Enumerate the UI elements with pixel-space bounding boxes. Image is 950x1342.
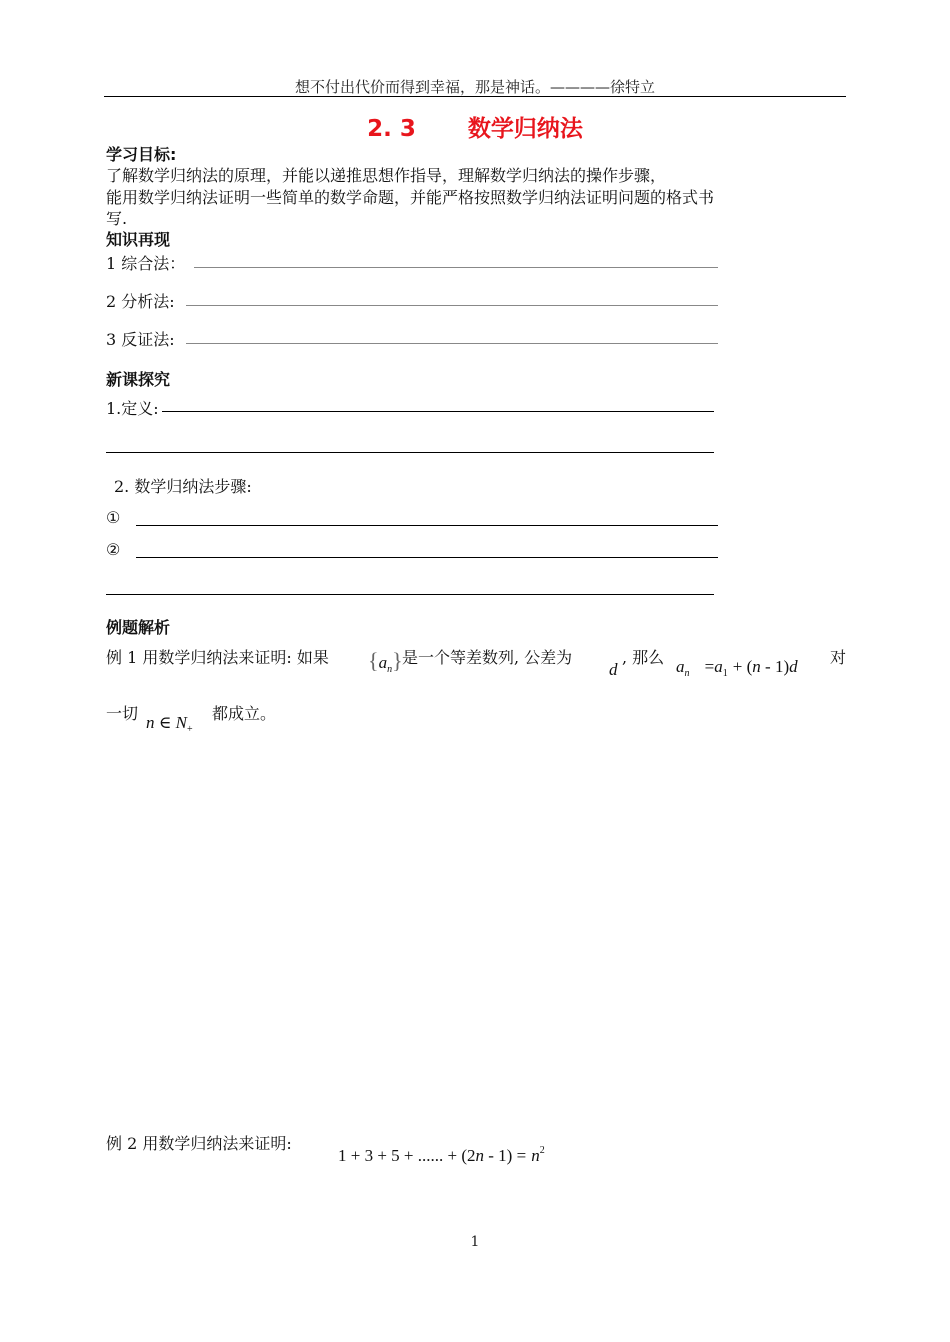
- blank-line-step-2: [136, 557, 718, 558]
- formula-an: a: [676, 657, 685, 676]
- examples-heading: 例题解析: [106, 618, 171, 637]
- common-difference-d: d: [609, 660, 618, 679]
- blank-line-step-3: [106, 594, 714, 595]
- review-item-contradiction: 3 反证法:: [106, 330, 175, 349]
- cond-n: n: [146, 713, 155, 732]
- review-item-synthesis: 1 综合法：: [106, 254, 186, 273]
- ex2-formula-n-squared: n: [531, 1146, 540, 1165]
- objectives-line-3: 写.: [106, 209, 128, 228]
- review-item-analysis: 2 分析法:: [106, 292, 175, 311]
- formula-a1: a: [714, 657, 723, 676]
- steps-label: 2. 数学归纳法步骤:: [114, 477, 252, 496]
- seq-variable: a: [378, 653, 388, 672]
- page-title: [0, 110, 950, 143]
- formula-a1-sub: 1: [722, 668, 728, 679]
- example-1-line2-prefix: 一切: [106, 704, 139, 723]
- header-motto: 想不付出代价而得到幸福，那是神话。————徐特立: [294, 78, 655, 96]
- objectives-heading: 学习目标:: [106, 145, 177, 164]
- example-1-condition: [146, 713, 193, 735]
- example-1-formula: [676, 657, 798, 679]
- blank-line-analysis: [186, 305, 718, 306]
- formula-minus-one: - 1): [760, 657, 790, 676]
- new-lesson-heading: 新课探究: [106, 370, 171, 389]
- brace-right: }: [392, 648, 403, 673]
- formula-equals: =: [704, 657, 715, 676]
- blank-line-synthesis: [194, 267, 718, 268]
- step-marker-1: ①: [106, 508, 121, 527]
- blank-line-step-1: [136, 525, 718, 526]
- sequence-brace-expression: [368, 648, 403, 675]
- objectives-line-2: 能用数学归纳法证明一些简单的数学命题，并能严格按照数学归纳法证明问题的格式书: [106, 188, 715, 207]
- example-1-suffix: 对: [830, 648, 847, 667]
- cond-in: ∈: [154, 713, 176, 732]
- cond-N: N: [175, 713, 187, 732]
- blank-line-definition-2: [106, 452, 714, 453]
- seq-subscript: n: [387, 664, 393, 675]
- example-1-prefix: 例 1 用数学归纳法来证明: 如果: [106, 648, 329, 667]
- example-2-prefix: 例 2 用数学归纳法来证明:: [106, 1134, 292, 1153]
- ex2-formula-mid: - 1) =: [484, 1146, 527, 1165]
- formula-n: n: [752, 657, 761, 676]
- ex2-formula-exponent: 2: [539, 1145, 545, 1156]
- formula-plus-paren: + (: [732, 657, 753, 676]
- brace-left: {: [368, 648, 379, 673]
- definition-label: 1.定义:: [106, 399, 159, 418]
- formula-d: d: [789, 657, 798, 676]
- example-1-then: , 那么: [622, 648, 665, 667]
- formula-an-sub: n: [684, 668, 690, 679]
- ex2-formula-n: n: [475, 1146, 485, 1165]
- blank-line-contradiction: [186, 343, 718, 344]
- example-1-line2-suffix: 都成立。: [212, 704, 277, 723]
- example-1-middle: 是一个等差数列, 公差为: [402, 648, 573, 667]
- step-marker-2: ②: [106, 540, 121, 559]
- section-number: 2. 3: [367, 116, 416, 142]
- objectives-line-1: 了解数学归纳法的原理，并能以递推思想作指导，理解数学归纳法的操作步骤，: [106, 166, 667, 185]
- review-heading: 知识再现: [106, 230, 171, 249]
- header-rule: [104, 96, 846, 97]
- ex2-formula-start: 1 + 3 + 5 + ...... + (2: [338, 1146, 476, 1165]
- blank-line-definition-1: [162, 411, 714, 412]
- page-number: 1: [470, 1234, 480, 1250]
- cond-N-sub: +: [186, 724, 193, 735]
- section-title: 数学归纳法: [467, 116, 583, 142]
- example-2-formula: [338, 1145, 545, 1166]
